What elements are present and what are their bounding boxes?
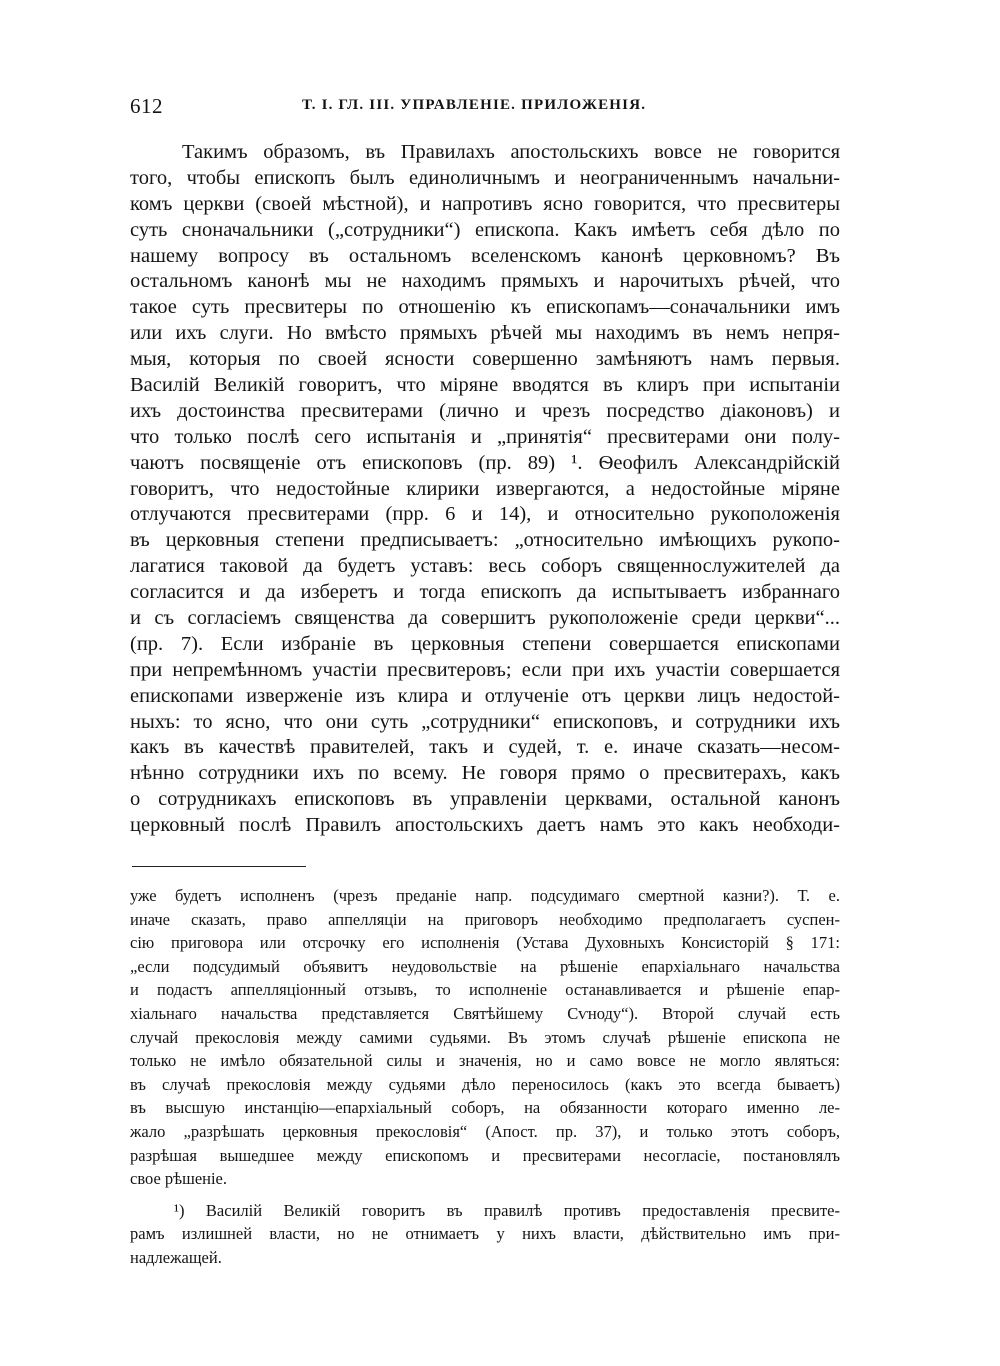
text-line: при непремѣнномъ участіи пресвитеровъ; если при ихъ участіи совершается bbox=[130, 658, 840, 681]
text-line: или ихъ слуги. Но вмѣсто прямыхъ рѣчей мы находимъ въ немъ непря- bbox=[130, 322, 840, 345]
page-header bbox=[130, 94, 840, 120]
text-line: нашему вопросу въ остальномъ вселенскомъ канонѣ церковномъ? Въ bbox=[130, 244, 840, 267]
footnote-line: разрѣшая вышедшее между епископомъ и пресвитерами несогласіе, постановлялъ bbox=[130, 1145, 840, 1165]
text-line: согласится и да изберетъ и тогда епископъ да испытываетъ избраннаго bbox=[130, 581, 840, 604]
footnote-line: уже будетъ исполненъ (чрезъ преданіе напр. подсудимаго смертной казни?). Т. е. bbox=[130, 886, 840, 905]
text-line: мыя, которыя по своей ясности совершенно замѣняютъ намъ первыя. bbox=[130, 348, 840, 371]
text-line: такое суть пресвитеры по отношенію къ епископамъ—соначальники имъ bbox=[130, 296, 840, 319]
footnote-line: въ высшую инстанцію—епархіальный соборъ, на обязанности котораго именно ле- bbox=[130, 1098, 840, 1118]
text-line: какъ въ качествѣ правителей, такъ и судей, т. е. иначе сказать—несом- bbox=[130, 736, 840, 759]
main-text-block bbox=[130, 140, 840, 839]
text-line: суть сноначальники („сотрудники“) епископа. Какъ имѣетъ себя дѣло по bbox=[130, 218, 840, 241]
page-number: 612 bbox=[130, 94, 163, 118]
text-line: Василій Великій говоритъ, что міряне вводятся въ клиръ при испытаніи bbox=[130, 374, 840, 397]
footnote-1-line: рамъ излишней власти, но не отнимаетъ у нихъ власти, дѣйствительно имъ при- bbox=[130, 1224, 840, 1244]
text-line: того, чтобы епископъ былъ единоличнымъ и неограниченнымъ начальни- bbox=[130, 166, 840, 189]
text-line: чаютъ посвященіе отъ епископовъ (пр. 89) ¹. Ѳеофилъ Александрійскій bbox=[130, 451, 840, 474]
text-line: въ церковныя степени предписываетъ: „относительно имѣющихъ рукопо- bbox=[130, 529, 840, 552]
text-line: комъ церкви (своей мѣстной), и напротивъ ясно говорится, что пресвитеры bbox=[130, 192, 840, 215]
footnote-line: и подастъ аппелляціонный отзывъ, то исполненіе останавливается и рѣшеніе епар- bbox=[130, 980, 840, 1000]
running-head: Т. I. ГЛ. III. УПРАВЛЕНІЕ. ПРИЛОЖЕНІЯ. bbox=[302, 97, 647, 113]
footnote-gap bbox=[130, 1191, 840, 1199]
text-line: Такимъ образомъ, въ Правилахъ апостольскихъ вовсе не говорится bbox=[182, 141, 840, 163]
footnote-1-line: надлежащей. bbox=[130, 1247, 222, 1267]
text-line: говоритъ, что недостойные клирики извергаются, а недостойные міряне bbox=[130, 477, 840, 500]
footnotes-block bbox=[130, 884, 840, 1270]
text-line: церковный послѣ Правилъ апостольскихъ даетъ намъ это какъ необходи- bbox=[130, 814, 840, 837]
text-line: ныхъ: то ясно, что они суть „сотрудники“ епископовъ, и сотрудники ихъ bbox=[130, 710, 840, 733]
text-line: остальномъ канонѣ мы не находимъ прямыхъ и нарочитыхъ рѣчей, что bbox=[130, 270, 840, 293]
text-line: и съ согласіемъ священства да совершитъ рукоположеніе среди церкви“... bbox=[130, 607, 840, 630]
text-line: нѣнно сотрудники ихъ по всему. Не говоря прямо о пресвитерахъ, какъ bbox=[130, 762, 840, 785]
text-line: епископами изверженіе изъ клира и отлученіе отъ церкви лицъ недостой- bbox=[130, 684, 840, 707]
footnote-line: „если подсудимый объявитъ неудовольствіе на рѣшеніе епархіальнаго начальства bbox=[130, 956, 840, 976]
text-line: о сотрудникахъ епископовъ въ управленіи церквами, остальной канонъ bbox=[130, 788, 840, 811]
text-line: лагатися таковой да будетъ уставъ: весь соборъ священнослужителей да bbox=[130, 555, 840, 578]
footnote-line: хіальнаго начальства представляется Святѣйшему Сѵноду“). Второй случай есть bbox=[130, 1003, 840, 1023]
footnote-line: сію приговора или отсрочку его исполненія (Устава Духовныхъ Консисторій § 171: bbox=[130, 933, 840, 953]
text-line: ихъ достоинства пресвитерами (лично и чрезъ посредство діаконовъ) и bbox=[130, 399, 840, 422]
footnote-line: въ случаѣ прекословія между судьями дѣло переносилось (какъ это всегда бываетъ) bbox=[130, 1074, 840, 1094]
footnote-1-line: ¹) Василій Великій говоритъ въ правилѣ противъ предоставленія пресвите- bbox=[174, 1200, 840, 1220]
text-line: что только послѣ сего испытанія и „принятія“ пресвитерами они полу- bbox=[130, 425, 840, 448]
text-line: (пр. 7). Если избраніе въ церковныя степени совершается епископами bbox=[130, 632, 840, 655]
footnote-line: свое рѣшеніе. bbox=[130, 1169, 228, 1189]
footnote-line: случай прекословія между самими судьями. Въ этомъ случаѣ рѣшеніе епископа не bbox=[130, 1027, 840, 1047]
footnote-line: только не имѣло обязательной силы и значенія, но и само вовсе не могло являться: bbox=[130, 1051, 840, 1071]
text-line: отлучаются пресвитерами (прр. 6 и 14), и относительно рукоположенія bbox=[130, 503, 840, 526]
footnote-line: иначе сказать, право аппелляціи на приговоръ необходимо предполагаетъ суспен- bbox=[130, 909, 840, 929]
footnote-separator bbox=[132, 866, 306, 867]
footnote-line: жало „разрѣшать церковныя прекословія“ (Апост. пр. 37), и только этотъ соборъ, bbox=[130, 1121, 840, 1141]
